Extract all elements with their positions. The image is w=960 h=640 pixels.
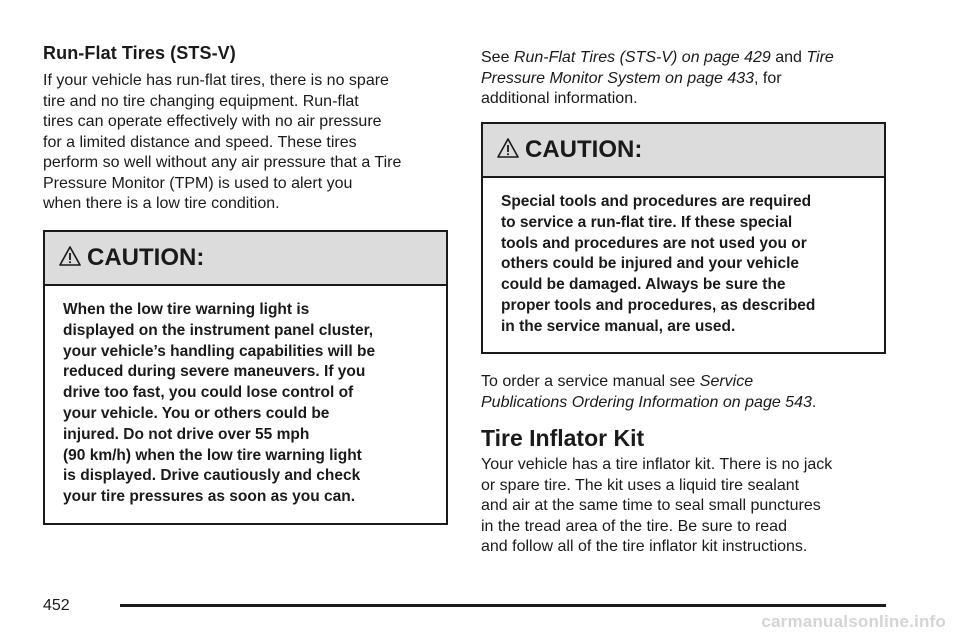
caution-line: (90 km/h) when the low tire warning light — [63, 446, 362, 464]
caution-box-low-tire — [43, 230, 448, 525]
text-line: perform so well without any air pressure that a Tire — [43, 154, 402, 171]
text-span: See — [481, 49, 514, 66]
caution-title: CAUTION: — [87, 244, 205, 271]
order-manual-paragraph — [481, 372, 886, 413]
text-line: in the tread area of the tire. Be sure to read — [481, 517, 787, 535]
text-span: To order a service manual see — [481, 373, 700, 390]
caution-box-special-tools — [481, 122, 886, 354]
text-line: when there is a low tire condition. — [43, 195, 280, 212]
text-line: and follow all of the tire inflator kit instructions. — [481, 538, 808, 555]
section-heading-run-flat: Run-Flat Tires (STS-V) — [43, 43, 236, 63]
caution-line: tools and procedures are not used you or — [501, 234, 807, 252]
watermark: carmanualsonline.info — [761, 612, 946, 631]
caution-line: reduced during severe maneuvers. If you — [63, 363, 366, 381]
caution-text — [45, 286, 446, 508]
text-span: . — [811, 393, 817, 411]
inflator-kit-paragraph — [481, 455, 886, 558]
cross-reference-tpms-part2: Pressure Monitor System on page 433 — [481, 69, 755, 87]
caution-line: your vehicle’s handling capabilities will be — [63, 342, 376, 360]
caution-line: injured. Do not drive over 55 mph — [63, 425, 310, 443]
caution-title: CAUTION: — [525, 136, 643, 163]
cross-reference-run-flat: Run-Flat Tires (STS-V) on page 429 — [513, 49, 771, 66]
caution-line: is displayed. Drive cautiously and check — [63, 467, 361, 485]
page-number: 452 — [43, 597, 70, 614]
text-span: and — [770, 49, 807, 66]
text-line — [481, 69, 886, 90]
caution-line: in the service manual, are used. — [501, 317, 736, 335]
cross-reference-publications-part1: Service — [699, 373, 754, 390]
warning-triangle-icon — [59, 245, 81, 267]
text-line: tires can operate effectively with no air pressure — [43, 113, 382, 130]
text-line: and air at the same time to seal small punctures — [481, 497, 821, 514]
caution-line: could be damaged. Always be sure the — [501, 276, 786, 294]
caution-line: to service a run-flat tire. If these special — [501, 213, 793, 231]
caution-header — [45, 232, 446, 286]
caution-line: displayed on the instrument panel cluster, — [63, 321, 374, 339]
footer-rule — [120, 604, 886, 607]
caution-line: When the low tire warning light is — [63, 301, 310, 318]
text-line: or spare tire. The kit uses a liquid tire sealant — [481, 476, 800, 494]
warning-triangle-icon — [497, 137, 519, 159]
text-line: Your vehicle has a tire inflator kit. There is no jack — [481, 456, 833, 473]
caution-header — [483, 124, 884, 178]
text-line: If your vehicle has run-flat tires, there is no spare — [43, 72, 389, 89]
text-span: , for — [754, 69, 782, 87]
caution-line: Special tools and procedures are required — [501, 193, 812, 210]
text-line: for a limited distance and speed. These tires — [43, 133, 357, 151]
see-also-paragraph — [481, 48, 886, 110]
caution-line: your tire pressures as soon as you can. — [63, 488, 356, 506]
text-line: additional information. — [481, 90, 638, 107]
text-line: Pressure Monitor (TPM) is used to alert you — [43, 174, 353, 192]
text-line: tire and no tire changing equipment. Run-flat — [43, 92, 359, 110]
caution-line: proper tools and procedures, as described — [501, 296, 816, 314]
caution-line: others could be injured and your vehicle — [501, 255, 800, 273]
text-line — [481, 372, 886, 393]
text-line — [481, 48, 886, 69]
section-heading-tire-inflator-kit: Tire Inflator Kit — [481, 425, 645, 451]
caution-line: your vehicle. You or others could be — [63, 404, 330, 422]
run-flat-paragraph — [43, 71, 401, 215]
caution-line: drive too fast, you could lose control of — [63, 384, 354, 402]
cross-reference-publications-part2: Publications Ordering Information on page 543 — [481, 393, 812, 411]
caution-text — [483, 178, 884, 338]
text-line — [481, 393, 886, 414]
cross-reference-tpms-part1: Tire — [806, 49, 834, 66]
